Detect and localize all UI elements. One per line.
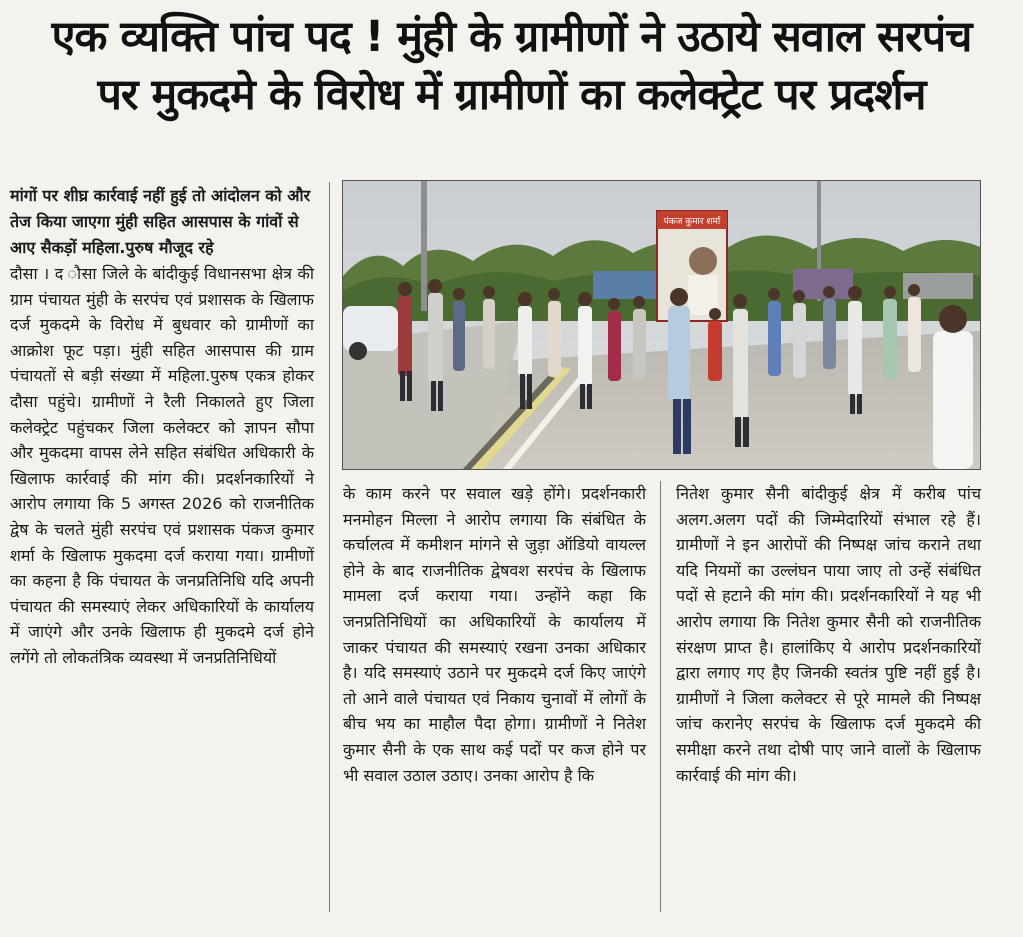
article-column-3	[676, 481, 981, 788]
banner-text: पंकज कुमार शर्मा	[663, 217, 721, 227]
subheadline: मांगों पर शीघ्र कार्रवाई नहीं हुई तो आंदोलन को और तेज किया जाएगा मुंही सहित आसपास के गांवों से आए सैकड़ों महिला.पुरुष मौजूद रहे	[10, 186, 311, 257]
article-text-col1: दौसा । द ौसा जिले के बांदीकुई विधानसभा क्षेत्र की ग्राम पंचायत मुंही के सरपंच एवं प्रशासक के खिलाफ दर्ज मुकदमे के विरोध में बुधवार को ग्रामीणों का आक्रोश फूट पड़ा। मुंही सहित आसपास की ग्राम पंचायतों से बड़ी संख्या में महिला.पुरुष एकत्र होकर दौसा पहुंचे। ग्रामीणों ने रैली निकालते हुए जिला कलेक्ट्रेट पहुंचकर जिला कलेक्टर को ज्ञापन सौपा और मुकदमा वापस लेने सहित संबंधित अधिकारी के खिलाफ कार्रवाई की मांग की। प्रदर्शनकारियों ने आरोप लगाया कि 5 अगस्त 2026 को राजनीतिक द्वेष के चलते मुंही सरपंच एवं प्रशासक पंकज कुमार शर्मा के खिलाफ मुकदमा दर्ज कराया गया। ग्रामीणों का कहना है कि पंचायत के जनप्रतिनिधि यदि अपनी पंचायत की समस्याएं लेकर अधिकारियों के कार्यालय में जाएंगे और उनके खिलाफ ही मुकदमे दर्ज होने लगेंगे तो लोकतंत्रिक व्यवस्था में जनप्रतिनिधियों	[10, 264, 314, 667]
article-column-2	[343, 481, 646, 788]
column-divider	[329, 182, 330, 912]
article-text-col2: के काम करने पर सवाल खड़े होंगे। प्रदर्शनकारी मनमोहन मिल्ला ने आरोप लगाया कि संबंधित के कर्चालत्व में कमीशन मांगने से जुड़ा ऑडियो वायल्ल होने के बाद राजनीतिक द्वेषवश सरपंच के खिलाफ मामला दर्ज कराया गया। उन्होंने कहा कि जनप्रतिनिधियों का अधिकारियों के कार्यालय में जाकर पंचायत की समस्याएं रखना उनका अधिकार है। यदि समस्याएं उठाने पर मुकदमे दर्ज किए जाएंगे तो आने वाले पंचायत एवं निकाय चुनावों में लोगों के बीच भय का माहौल पैदा होगा। ग्रामीणों ने नितेश कुमार सैनी के एक साथ कई पदों पर कज होने पर भी सवाल उठाल उठाए। उनका आरोप है कि	[343, 484, 646, 785]
news-photo	[342, 180, 981, 470]
column-divider	[660, 481, 661, 912]
headline-line-1: एक व्यक्ति पांच पद ! मुंही के ग्रामीणों ने उठाये सवाल सरपंच	[51, 12, 972, 62]
article-column-1	[10, 183, 314, 671]
headline-line-2: पर मुकदमे के विरोध में ग्रामीणों का कलेक्ट्रेट पर प्रदर्शन	[97, 70, 926, 120]
article-text-col3: नितेश कुमार सैनी बांदीकुई क्षेत्र में करीब पांच अलग.अलग पदों की जिम्मेदारियों संभाल रहे हैं। ग्रामीणों ने इन आरोपों की निष्पक्ष जांच कराने तथा यदि नियमों का उल्लंघन पाया जाए तो उन्हें संबंधित पदों से हटाने की मांग की। प्रदर्शनकारियों ने यह भी आरोप लगाया कि नितेश कुमार सैनी को राजनीतिक संरक्षण प्राप्त है। हालांकिए ये आरोप प्रदर्शनकारियों द्वारा लगाए गए हैए जिनकी स्वतंत्र पुष्टि नहीं हुई है। ग्रामीणों ने जिला कलेक्टर से पूरे मामले की निष्पक्ष जांच करानेए सरपंच के खिलाफ दर्ज मुकदमे की समीक्षा करने तथा दोषी पाए जाने वालों के खिलाफ कार्रवाई की मांग की।	[676, 484, 981, 785]
headline	[10, 8, 1013, 124]
